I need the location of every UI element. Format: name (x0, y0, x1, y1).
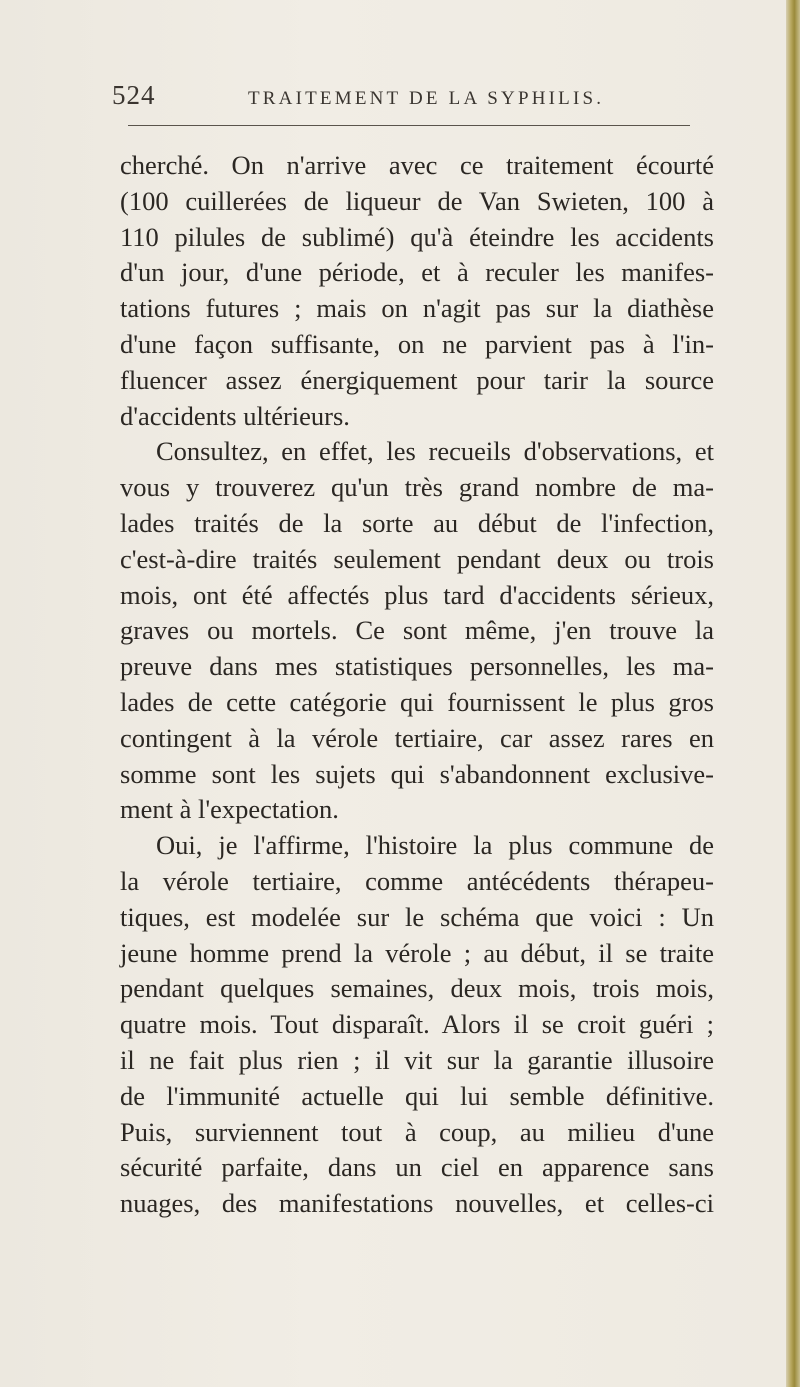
text-line: tations futures ; mais on n'agit pas sur la diathèse (120, 293, 714, 324)
text-line: il ne fait plus rien ; il vit sur la garantie illusoire (120, 1044, 714, 1075)
page-edge (786, 0, 800, 1387)
running-title: TRAITEMENT DE LA SYPHILIS. (248, 88, 605, 109)
text-line: Puis, surviennent tout à coup, au milieu d'une (120, 1116, 714, 1147)
text-line: Oui, je l'affirme, l'histoire la plus commune de (156, 830, 714, 861)
text-line: tiques, est modelée sur le schéma que voici : Un (120, 901, 714, 932)
text-line: pendant quelques semaines, deux mois, trois mois, (120, 973, 714, 1004)
text-line: somme sont les sujets qui s'abandonnent exclusive- (120, 758, 714, 789)
text-line: mois, ont été affectés plus tard d'accidents sérieux, (120, 579, 714, 610)
text-line: contingent à la vérole tertiaire, car assez rares en (120, 722, 714, 753)
text-line: graves ou mortels. Ce sont même, j'en trouve la (120, 615, 714, 646)
text-line: lades de cette catégorie qui fournissent le plus gros (120, 686, 714, 717)
text-line: quatre mois. Tout disparaît. Alors il se croit guéri ; (120, 1009, 714, 1040)
text-line: de l'immunité actuelle qui lui semble définitive. (120, 1080, 714, 1111)
text-line: (100 cuillerées de liqueur de Van Swieten, 100 à (120, 185, 714, 216)
text-line: jeune homme prend la vérole ; au début, il se traite (120, 937, 714, 968)
text-line: fluencer assez énergiquement pour tarir la source (120, 364, 714, 395)
text-line: 110 pilules de sublimé) qu'à éteindre les accidents (120, 221, 714, 252)
body-text (120, 148, 714, 1222)
text-line: sécurité parfaite, dans un ciel en apparence sans (120, 1152, 714, 1183)
text-line: nuages, des manifestations nouvelles, et celles-ci (120, 1188, 714, 1219)
text-line: c'est-à-dire traités seulement pendant deux ou trois (120, 543, 714, 574)
header-rule (128, 125, 690, 126)
text-line: Consultez, en effet, les recueils d'observations, et (156, 436, 714, 467)
text-line: la vérole tertiaire, comme antécédents thérapeu- (120, 865, 714, 896)
text-line: cherché. On n'arrive avec ce traitement écourté (120, 150, 714, 180)
page-number: 524 (112, 80, 156, 110)
text-line: vous y trouverez qu'un très grand nombre de ma- (120, 472, 714, 503)
text-line: d'un jour, d'une période, et à reculer les manifes- (120, 257, 714, 288)
text-line: lades traités de la sorte au début de l'infection, (120, 507, 714, 538)
text-line: preuve dans mes statistiques personnelles, les ma- (120, 651, 714, 682)
text-line: d'accidents ultérieurs. (120, 400, 350, 431)
text-line: ment à l'expectation. (120, 794, 339, 825)
text-line: d'une façon suffisante, on ne parvient pas à l'in- (120, 328, 714, 359)
